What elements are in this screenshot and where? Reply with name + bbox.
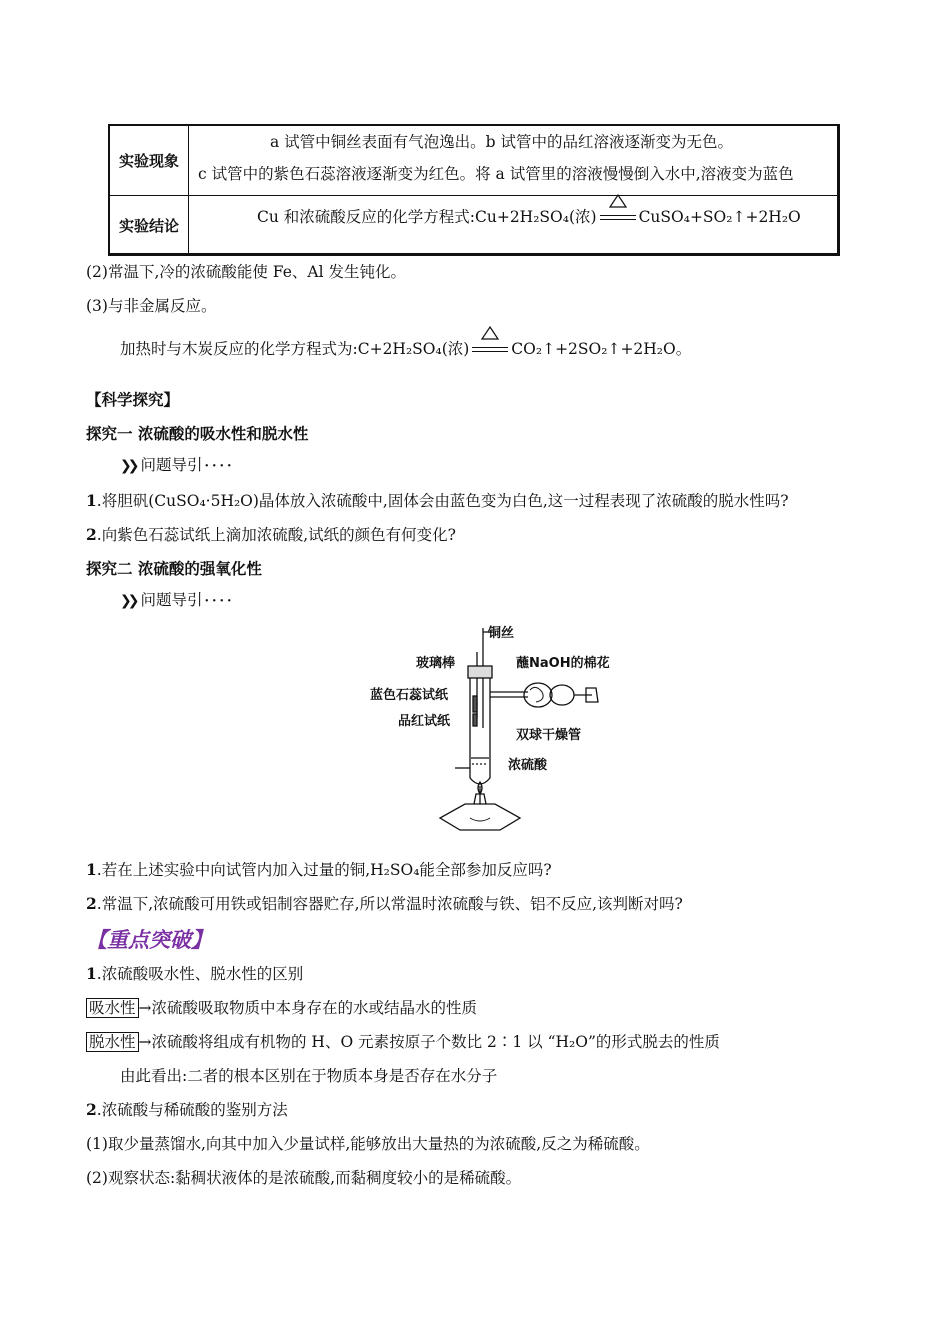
label-naoh-cotton: 蘸NaOH的棉花: [516, 656, 610, 671]
question-2: [86, 525, 456, 545]
conclusion-text: 由此看出:二者的根本区别在于物质本身是否存在水分子: [120, 1067, 498, 1085]
question-1-text: .将胆矾(CuSO₄·5H₂O)晶体放入浓硫酸中,固体会由蓝色变为白色,这一过程表现了浓硫酸的脱水性吗?: [96, 492, 789, 510]
label-acid: 浓硫酸: [508, 758, 548, 773]
absorb-line: [86, 998, 477, 1018]
table-row-conclusion: [110, 196, 837, 254]
property-3: (3)与非金属反应。: [86, 297, 217, 315]
question-2-number: 2: [86, 525, 97, 544]
question-4: [86, 894, 683, 914]
heat-condition-icon: [472, 338, 508, 358]
explore-2-title: 探究二 浓硫酸的强氧化性: [86, 559, 262, 578]
carbon-equation: [120, 338, 691, 359]
question-3: [86, 860, 552, 880]
key-point-2-number: 2: [86, 1100, 97, 1119]
copper-equation: [257, 206, 801, 227]
phenomenon-label: 实验现象: [110, 126, 189, 195]
key-point-2-text: .浓硫酸与稀硫酸的鉴别方法: [96, 1101, 288, 1119]
dehydrate-text: →浓硫酸将组成有机物的 H、O 元素按原子个数比 2∶1 以 “H₂O”的形式脱去的性质: [138, 1033, 720, 1051]
conclusion-label: 实验结论: [110, 196, 189, 254]
carbon-equation-lhs: 加热时与木炭反应的化学方程式为:C+2H₂SO₄(浓): [120, 340, 470, 358]
alcohol-lamp: [440, 804, 520, 830]
experiment-table: [108, 124, 840, 256]
copper-equation-lhs: Cu 和浓硫酸反应的化学方程式:Cu+2H₂SO₄(浓): [257, 208, 597, 226]
key-title: 【重点突破】: [86, 928, 212, 952]
question-3-number: 1: [86, 860, 97, 879]
method-1: (1)取少量蒸馏水,向其中加入少量试样,能够放出大量热的为浓硫酸,反之为稀硫酸。: [86, 1135, 650, 1153]
dehydrate-line: [86, 1032, 720, 1052]
test-tube: [470, 678, 490, 784]
method-2: (2)观察状态:黏稠状液体的是浓硫酸,而黏稠度较小的是稀硫酸。: [86, 1169, 522, 1187]
key-point-1: [86, 964, 303, 984]
question-4-number: 2: [86, 894, 97, 913]
table-row-phenomenon: [110, 126, 837, 196]
label-drying-tube: 双球干燥管: [516, 728, 582, 743]
question-4-text: .常温下,浓硫酸可用铁或铝制容器贮存,所以常温时浓硫酸与铁、铝不反应,该判断对吗?: [96, 895, 683, 913]
question-2-text: .向紫色石蕊试纸上滴加浓硫酸,试纸的颜色有何变化?: [96, 526, 456, 544]
heat-condition-icon: [600, 206, 636, 226]
guide-2: [120, 590, 235, 612]
copper-equation-rhs: CuSO₄+SO₂↑+2H₂O: [638, 208, 801, 226]
double-chevron-icon: ❯❯: [120, 458, 136, 474]
double-chevron-icon: ❯❯: [120, 593, 136, 609]
ellipsis-dots-icon: ····: [204, 459, 235, 474]
phenomenon-line-2: c 试管中的紫色石蕊溶液逐渐变为红色。将 a 试管里的溶液慢慢倒入水中,溶液变为蓝色: [198, 165, 794, 183]
science-title: 【科学探究】: [86, 390, 180, 409]
question-1: [86, 491, 789, 511]
absorb-text: →浓硫酸吸取物质中本身存在的水或结晶水的性质: [138, 999, 478, 1017]
key-point-2: [86, 1100, 288, 1120]
carbon-equation-rhs: CO₂↑+2SO₂↑+2H₂O。: [511, 340, 692, 358]
key-point-1-text: .浓硫酸吸水性、脱水性的区别: [96, 965, 304, 983]
label-litmus-paper: 蓝色石蕊试纸: [370, 688, 449, 703]
apparatus-figure: [360, 618, 620, 838]
label-copper-wire: 铜丝: [488, 626, 515, 641]
ellipsis-dots-icon: ····: [204, 594, 235, 609]
dehydrate-box: 脱水性: [86, 1032, 139, 1052]
phenomenon-line-1: a 试管中铜丝表面有气泡逸出。b 试管中的品红溶液逐渐变为无色。: [270, 133, 734, 151]
guide-2-label: 问题导引: [140, 591, 203, 609]
label-glass-rod: 玻璃棒: [416, 656, 456, 671]
guide-1-label: 问题导引: [140, 456, 203, 474]
question-1-number: 1: [86, 491, 97, 510]
guide-1: [120, 455, 235, 477]
explore-1-title: 探究一 浓硫酸的吸水性和脱水性: [86, 424, 309, 443]
property-2: (2)常温下,冷的浓硫酸能使 Fe、Al 发生钝化。: [86, 263, 406, 281]
label-magenta-paper: 品红试纸: [398, 714, 451, 729]
key-point-1-number: 1: [86, 964, 97, 983]
question-3-text: .若在上述实验中向试管内加入过量的铜,H₂SO₄能全部参加反应吗?: [96, 861, 552, 879]
absorb-box: 吸水性: [86, 998, 139, 1018]
